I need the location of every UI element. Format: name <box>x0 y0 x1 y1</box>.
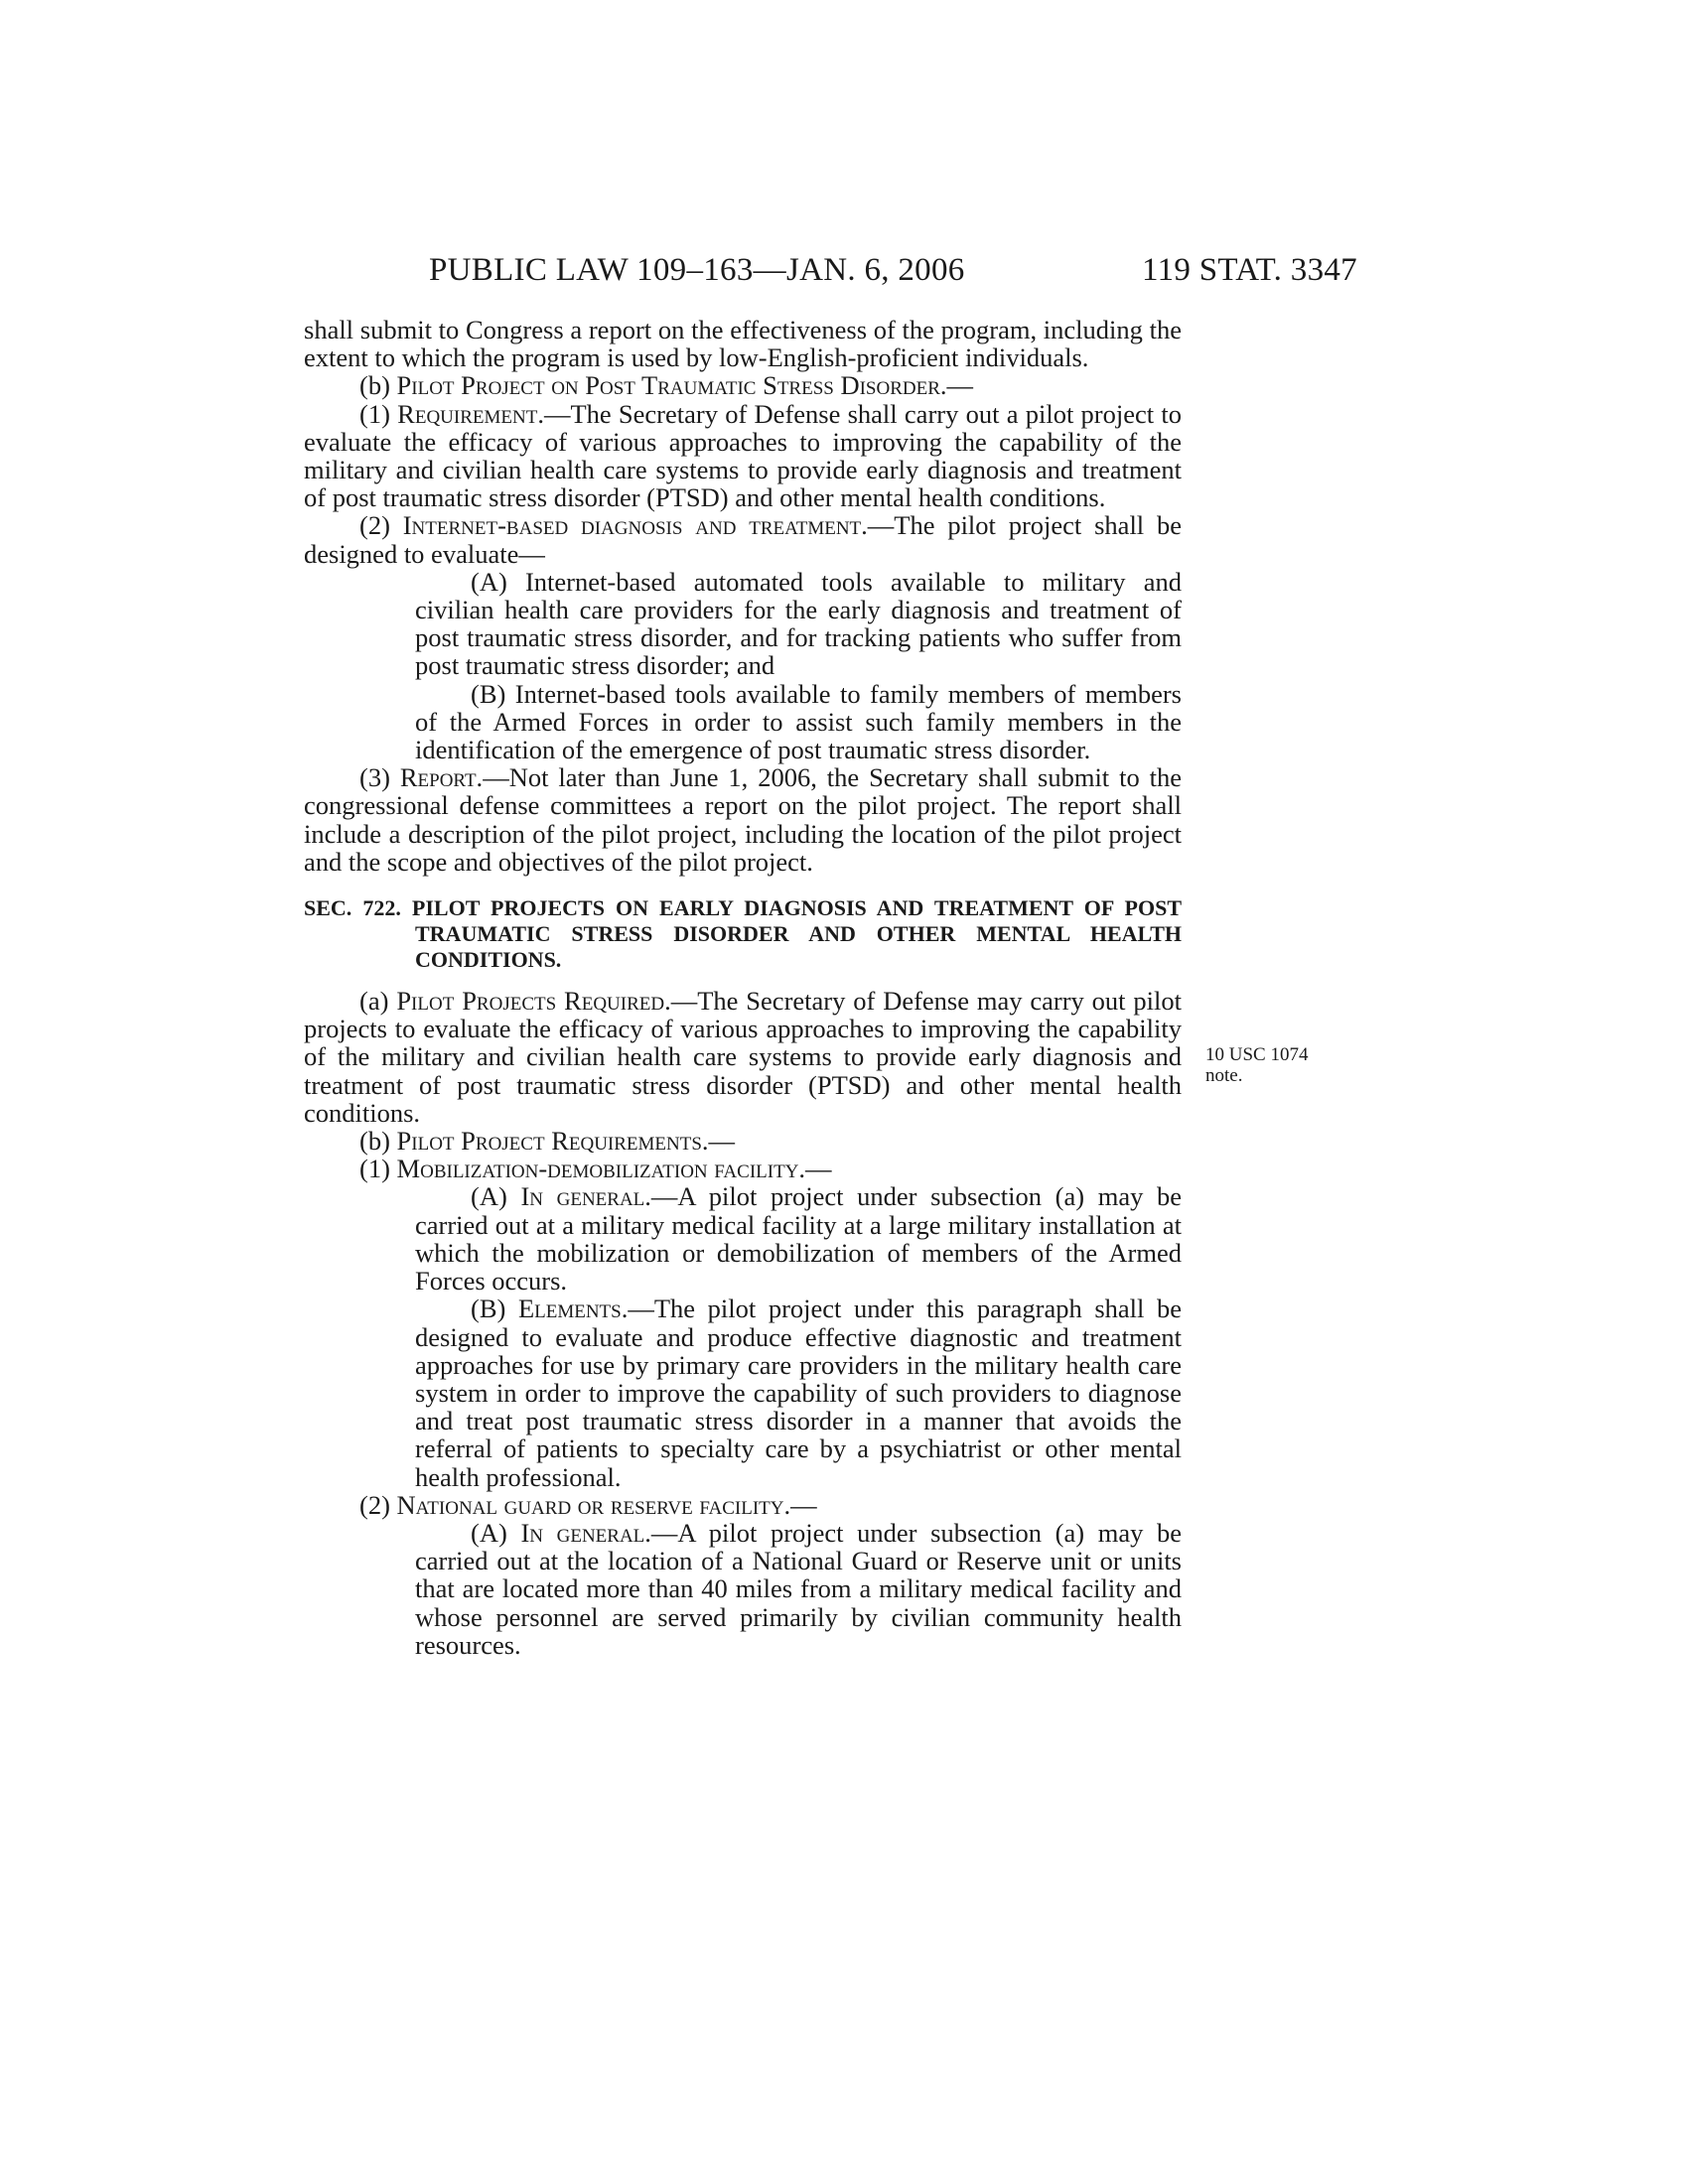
paragraph-b3: (3) Report.—Not later than June 1, 2006, the Secretary shall submit to the congressional defense committees a report on the pilot project. The report shall include a description of the pilot project, including the location of the pilot project and the scope and objectives of the pilot project. <box>304 762 1183 877</box>
margin-note-suffix: note. <box>1205 1065 1243 1086</box>
section-paragraph-b2-heading: National guard or reserve facility.— <box>396 1489 817 1520</box>
paragraph-b2-heading: Internet-based diagnosis and treatment. <box>402 510 868 541</box>
section-subparagraph-b2A-heading: In general. <box>520 1517 651 1548</box>
section-paragraph-b1: (1) Mobilization-demobilization facility.— <box>359 1154 832 1184</box>
running-header-title: PUBLIC LAW 109–163—JAN. 6, 2006 <box>429 252 965 288</box>
section-subsection-b-heading: Pilot Project Requirements.— <box>396 1126 736 1157</box>
section-subsection-b: (b) Pilot Project Requirements.— <box>359 1126 736 1157</box>
subparagraph-b2A: (A) Internet-based automated tools available to military and civilian health care providers for the early diagnosis and treatment of post traumatic stress disorder, and for tracking patients who suffer from post traumatic stress disorder; and <box>415 566 1182 681</box>
running-header-page-number: 119 STAT. 3347 <box>1142 252 1357 288</box>
section-paragraph-b2: (2) National guard or reserve facility.— <box>359 1489 817 1520</box>
section-subparagraph-b2A: (A) In general.—A pilot project under subsection (a) may be carried out at the location of a National Guard or Reserve unit or units that are located more than 40 miles from a military medical facility and whose personnel are served primarily by civilian community health resources. <box>415 1517 1182 1660</box>
paragraph-continuation: shall submit to Congress a report on the effectiveness of the program, including the extent to which the program is used by low-English-proficient individuals. <box>304 315 1182 373</box>
section-subsection-a: (a) Pilot Projects Required.—The Secretary of Defense may carry out pilot projects to evaluate the efficacy of various approaches to improving the capability of the military and civilian health care systems to provide early diagnosis and treatment of post traumatic stress disorder (PTSD) and other mental health conditions. <box>304 986 1183 1128</box>
section-heading: SEC. 722. PILOT PROJECTS ON EARLY DIAGNOSIS AND TREATMENT OF POST TRAUMATIC STRESS DISORDER AND OTHER MENTAL HEALTH CONDITIONS. <box>304 895 1182 973</box>
paragraph-b1: (1) Requirement.—The Secretary of Defense shall carry out a pilot project to evaluate the efficacy of various approaches to improving the capability of the military and civilian health care systems to provide early diagnosis and treatment of post traumatic stress disorder (PTSD) and other mental health conditions. <box>304 398 1183 513</box>
section-subsection-a-heading: Pilot Projects Required. <box>396 986 671 1017</box>
subsection-b-heading: Pilot Project on Post Traumatic Stress Disorder.— <box>396 370 974 401</box>
subsection-b: (b) Pilot Project on Post Traumatic Stress Disorder.— <box>359 370 974 401</box>
section-subparagraph-b1A-heading: In general. <box>520 1181 651 1212</box>
section-subparagraph-b1B: (B) Elements.—The pilot project under this paragraph shall be designed to evaluate and produce effective diagnostic and treatment approaches for use by primary care providers in the military health care system in order to improve the capability of such providers to diagnose and treat post traumatic stress disorder in a manner that avoids the referral of patients to specialty care by a psychiatrist or other mental health professional. <box>415 1294 1183 1492</box>
body-text <box>304 316 1182 1659</box>
margin-note <box>1205 1044 1364 1086</box>
paragraph-b3-heading: Report. <box>399 762 484 793</box>
paragraph-b1-heading: Requirement. <box>397 398 544 429</box>
paragraph-b2: (2) Internet-based diagnosis and treatment.—The pilot project shall be designed to evaluate— <box>304 510 1183 569</box>
subparagraph-b2B: (B) Internet-based tools available to family members of members of the Armed Forces in order to assist such family members in the identification of the emergence of post traumatic stress disorder. <box>415 678 1182 765</box>
section-heading-block <box>304 895 1182 973</box>
margin-note-citation: 10 USC 1074 <box>1205 1044 1309 1065</box>
section-subparagraph-b1A: (A) In general.—A pilot project under subsection (a) may be carried out at a military medical facility at a large military installation at which the mobilization or demobilization of members of the Armed Forces occurs. <box>415 1181 1182 1297</box>
section-subparagraph-b1B-heading: Elements. <box>517 1294 629 1324</box>
section-paragraph-b1-heading: Mobilization-demobilization facility.— <box>396 1154 832 1184</box>
